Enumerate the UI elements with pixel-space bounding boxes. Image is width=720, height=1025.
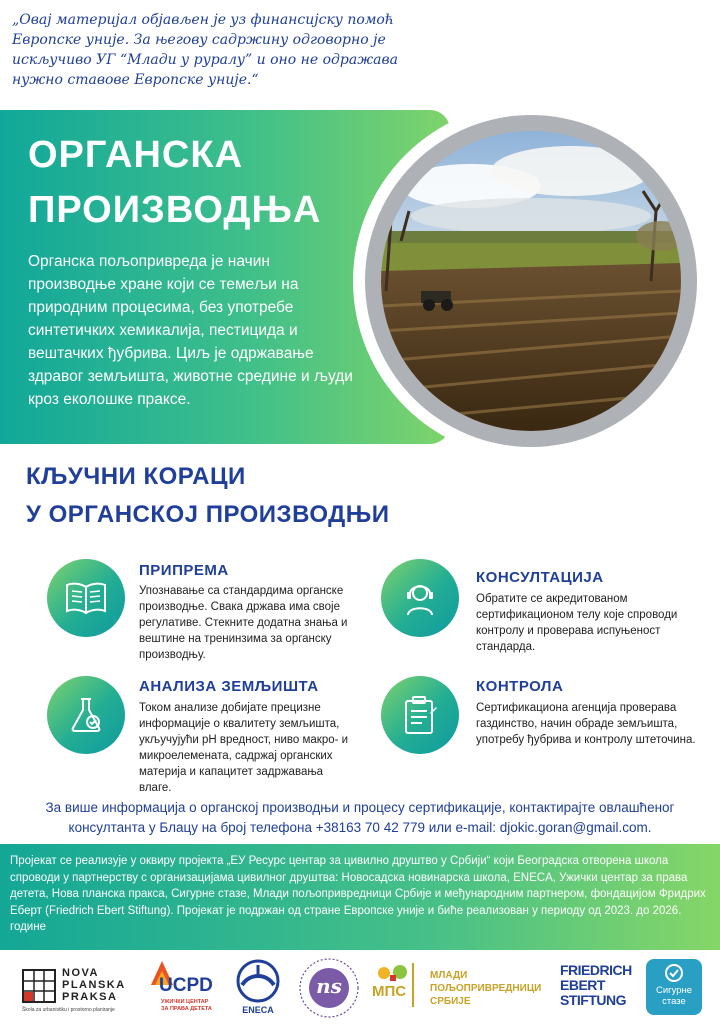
page-title	[28, 128, 321, 238]
mps-line2: ПОЉОПРИВРЕДНИЦИ	[430, 983, 542, 994]
mps-divider	[412, 963, 414, 1007]
intro-text: Органска пољопривреда је начин производње хране који се темељи на природним процесима, без употребе синтетичких хемикалија, пестицида и вештачких ђубрива. Циљ је одржавање здравог земљишта, животне средине и људи кроз еколошке праксе.	[28, 253, 353, 408]
fes-line1: FRIEDRICH	[560, 962, 632, 978]
step-text-consultation: Обратите се акредитованом сертификационом телу које спроводи контролу и проверава испуњеност стандарда.	[476, 593, 678, 653]
checklist-clipboard-icon	[381, 676, 459, 754]
npp-line1: NOVA	[62, 967, 99, 979]
eneca-name: ENECA	[242, 1005, 274, 1015]
logo-ucpd	[145, 959, 215, 1019]
step-title-control: КОНТРОЛА	[476, 678, 564, 695]
project-banner	[0, 844, 720, 950]
step-title-soil-analysis: АНАЛИЗА ЗЕМЉИШТА	[139, 678, 319, 695]
npp-subtitle: Škola za urbanistiku i prostorno planiranje	[22, 1007, 115, 1013]
step-text-preparation: Упознавање са стандардима органске производње. Свака држава има своје регулативе. Стекните додатна знања и вештине на тренинзима за органску производњу.	[139, 585, 348, 661]
key-steps-title-line2: У ОРГАНСКОЈ ПРОИЗВОДЊИ	[26, 501, 390, 528]
mps-line3: СРБИЈЕ	[430, 996, 471, 1007]
fes-line3: STIFTUNG	[560, 992, 626, 1008]
logo-novosadska-skola	[298, 957, 360, 1019]
field-photo	[381, 131, 681, 431]
npp-line3: PRAKSA	[62, 991, 118, 1003]
fes-line2: EBERT	[560, 977, 605, 993]
step-title-consultation: КОНСУЛТАЦИЈА	[476, 569, 604, 586]
logo-mladi-poljoprivrednici	[372, 963, 542, 1019]
ucpd-name: UCPD	[159, 975, 213, 996]
npp-line2: PLANSKA	[62, 979, 126, 991]
step-text-soil-analysis: Током анализе добијате прецизне информације о квалитету земљишта, укључујући pH вредност, ниво макро- и микроелемената, садржај органских материја и капацитет задржавања влаге.	[139, 702, 349, 794]
mps-abbr: МПС	[372, 983, 407, 1000]
book-icon	[47, 559, 125, 637]
consultant-headset-icon	[381, 559, 459, 637]
mps-line1: МЛАДИ	[430, 970, 468, 981]
lab-flask-icon	[47, 676, 125, 754]
logo-nova-planska-praksa	[22, 967, 132, 1017]
ms-mark: ns	[316, 974, 342, 998]
ucpd-sub1: УЖИЧКИ ЦЕНТАР	[161, 999, 209, 1005]
partner-logos	[0, 955, 720, 1025]
eu-disclaimer: „Овај материјал објављен је уз финансијску помоћ Европске уније. За његову садржину одговорно је искључиво УГ “Млади у руралу” и оно не одражава нужно ставове Европске уније.“	[12, 12, 398, 88]
logo-friedrich-ebert-stiftung	[560, 963, 640, 1017]
ss-line1: Сигурне	[655, 985, 693, 996]
step-title-preparation: ПРИПРЕМА	[139, 562, 229, 579]
logo-eneca	[233, 959, 283, 1021]
key-steps-title-line1: КЉУЧНИ КОРАЦИ	[26, 463, 246, 490]
logo-sigurne-staze	[646, 959, 702, 1015]
ucpd-sub2: ЗА ПРАВА ДЕТЕТА	[161, 1006, 212, 1012]
step-text-control: Сертификациона агенција проверава газдинство, начин обраде земљишта, употребу ђубрива и контролу штеточина.	[476, 702, 696, 746]
contact-info: За више информација о органској производњи и процесу сертификације, контактирајте овлашћеног консултанта у Блацу на број телефона +38163 70 42 779 или e-mail: djokic.goran@gmail.com.	[45, 800, 675, 835]
page-title-line2: ПРОИЗВОДЊА	[28, 189, 322, 231]
key-steps-title	[26, 458, 390, 534]
ss-line2: стазе	[662, 996, 686, 1007]
page-title-line1: ОРГАНСКА	[28, 134, 244, 176]
project-text: Пројекат се реализује у оквиру пројекта „ЕУ Ресурс центар за цивилно друштво у Србији“ који Београдска отворена школа спроводи у партнерству с организацијама цивилног друштва: Новосадска новинарска школа, ENECA, Ужички центар за права детета, Нова планска пракса, Сигурне стазе, Млади пољопривредници Србије и међународним партнером, фондацијом Фридрих Еберт (Friedrich Ebert Stiftung). Пројекат је подржан од стране Европске уније и биће реализован у периоду од 2023. до 2026. године	[10, 855, 706, 933]
